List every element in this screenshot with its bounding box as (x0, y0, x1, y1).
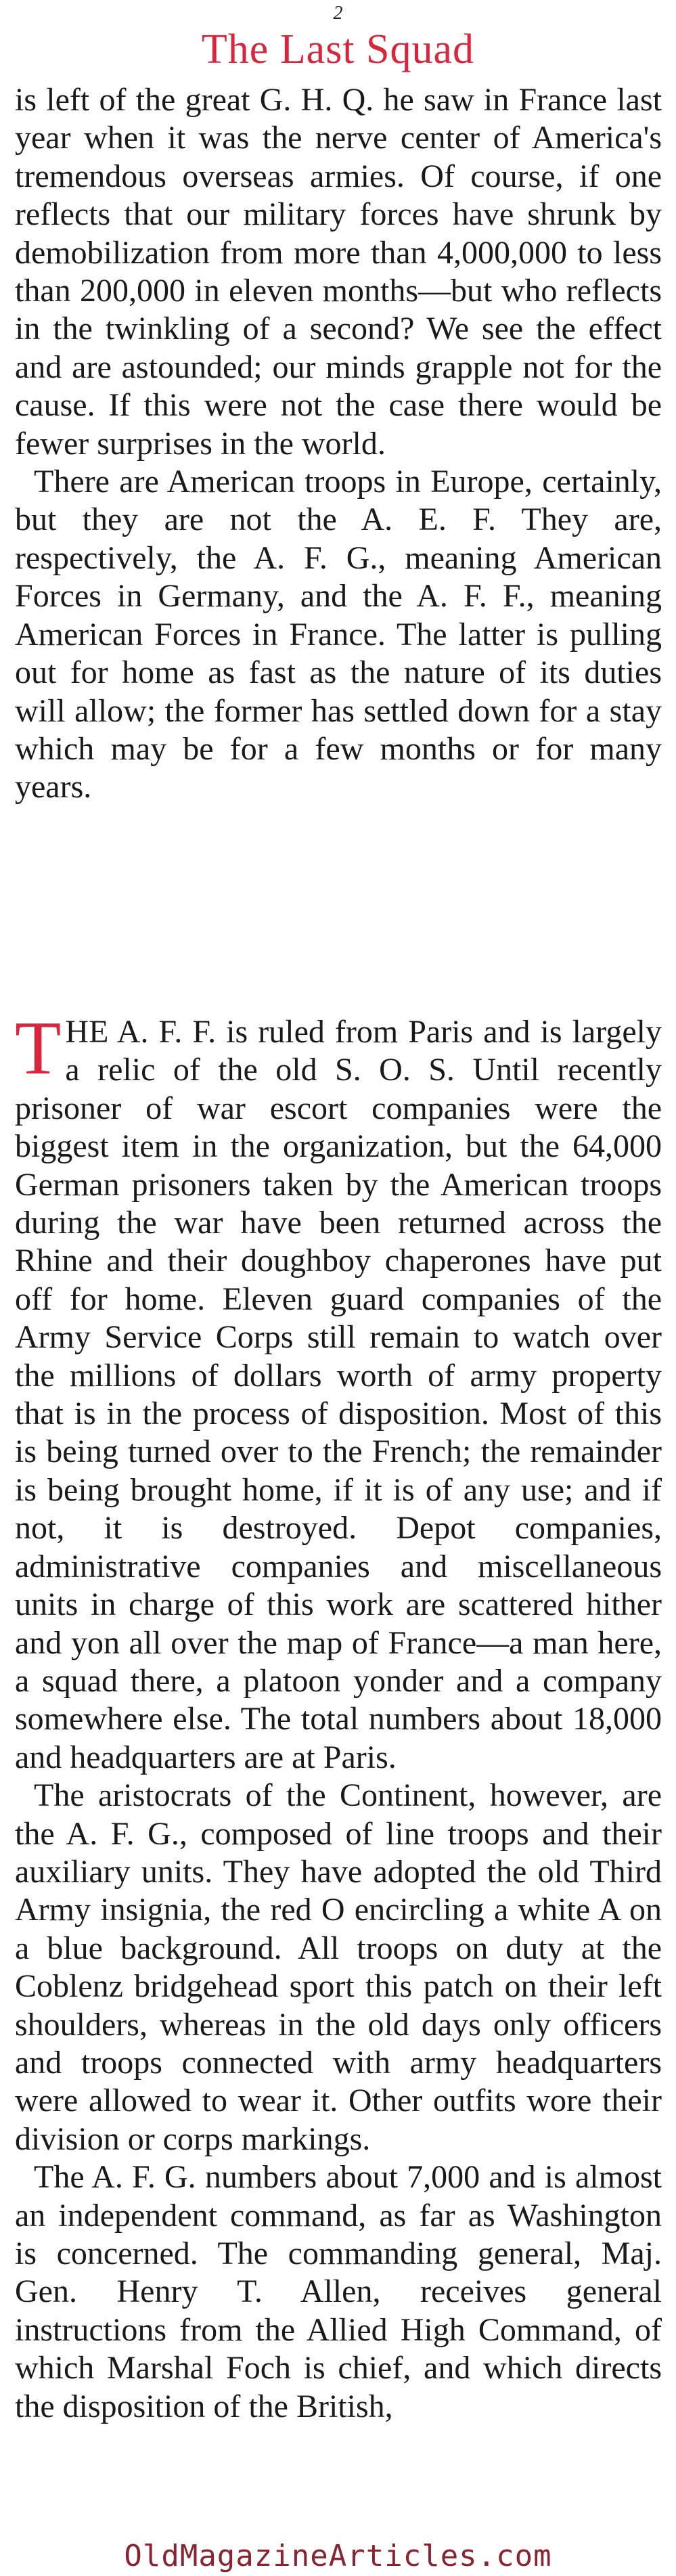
paragraph-with-drop-cap (15, 1006, 662, 1777)
paragraph-text: HE A. F. F. is ruled from Paris and is largely a relic of the old S. O. S. Until recently prisoner of war escort companies were the biggest item in the organization, but the 64,000 German prisoners taken by the American troops during the war have been returned across the Rhine and their doughboy chaperones have put off for home. Eleven guard companies of the Army Service Corps still remain to watch over the millions of dollars worth of army property that is in the process of disposition. Most of this is being turned over to the French; the remainder is being brought home, if it is of any use; and if not, it is destroyed. Depot companies, administrative companies and miscellaneous units in charge of this work are scattered hither and yon all over the map of France—a man here, a squad there, a platoon yonder and a company somewhere else. The total numbers about 18,000 and headquarters are at Paris. (15, 1014, 662, 1775)
page-number: 2 (333, 3, 343, 24)
article-section-2 (15, 1006, 662, 2426)
paragraph: There are American troops in Europe, certainly, but they are not the A. E. F. They are, respectively, the A. F. G., meaning American Forces in Germany, and the A. F. F., meaning American Forces in France. The latter is pulling out for home as fast as the nature of its duties will allow; the former has settled down for a stay which may be for a few months or for many years. (15, 464, 662, 805)
paragraph: The A. F. G. numbers about 7,000 and is almost an independent command, as far as Washington is concerned. The commanding general, Maj. Gen. Henry T. Allen, receives general instructions from the Allied High Command, of which Marshal Foch is chief, and which directs the disposition of the British, (15, 2159, 662, 2424)
drop-cap: T (15, 1006, 62, 1090)
source-footer: OldMagazineArticles.com (124, 2539, 552, 2573)
paragraph: The aristocrats of the Continent, however, are the A. F. G., composed of line troops and their auxiliary units. They have adopted the old Third Army insignia, the red O encircling a white A on a blue background. All troops on duty at the Coblenz bridgehead sport this patch on their left shoulders, whereas in the old days only officers and troops connected with army headquarters were allowed to wear it. Other outfits wore their division or corps markings. (15, 1777, 662, 2157)
paragraph: is left of the great G. H. Q. he saw in France last year when it was the nerve center of America's tremendous overseas armies. Of course, if one reflects that our military forces have shrunk by demobilization from more than 4,000,000 to less than 200,000 in eleven months—but who reflects in the twinkling of a second? We see the effect and are astounded; our minds grapple not for the cause. If this were not the case there would be fewer surprises in the world. (15, 82, 662, 462)
article-title: The Last Squad (201, 26, 475, 72)
article-section-1 (15, 81, 662, 807)
